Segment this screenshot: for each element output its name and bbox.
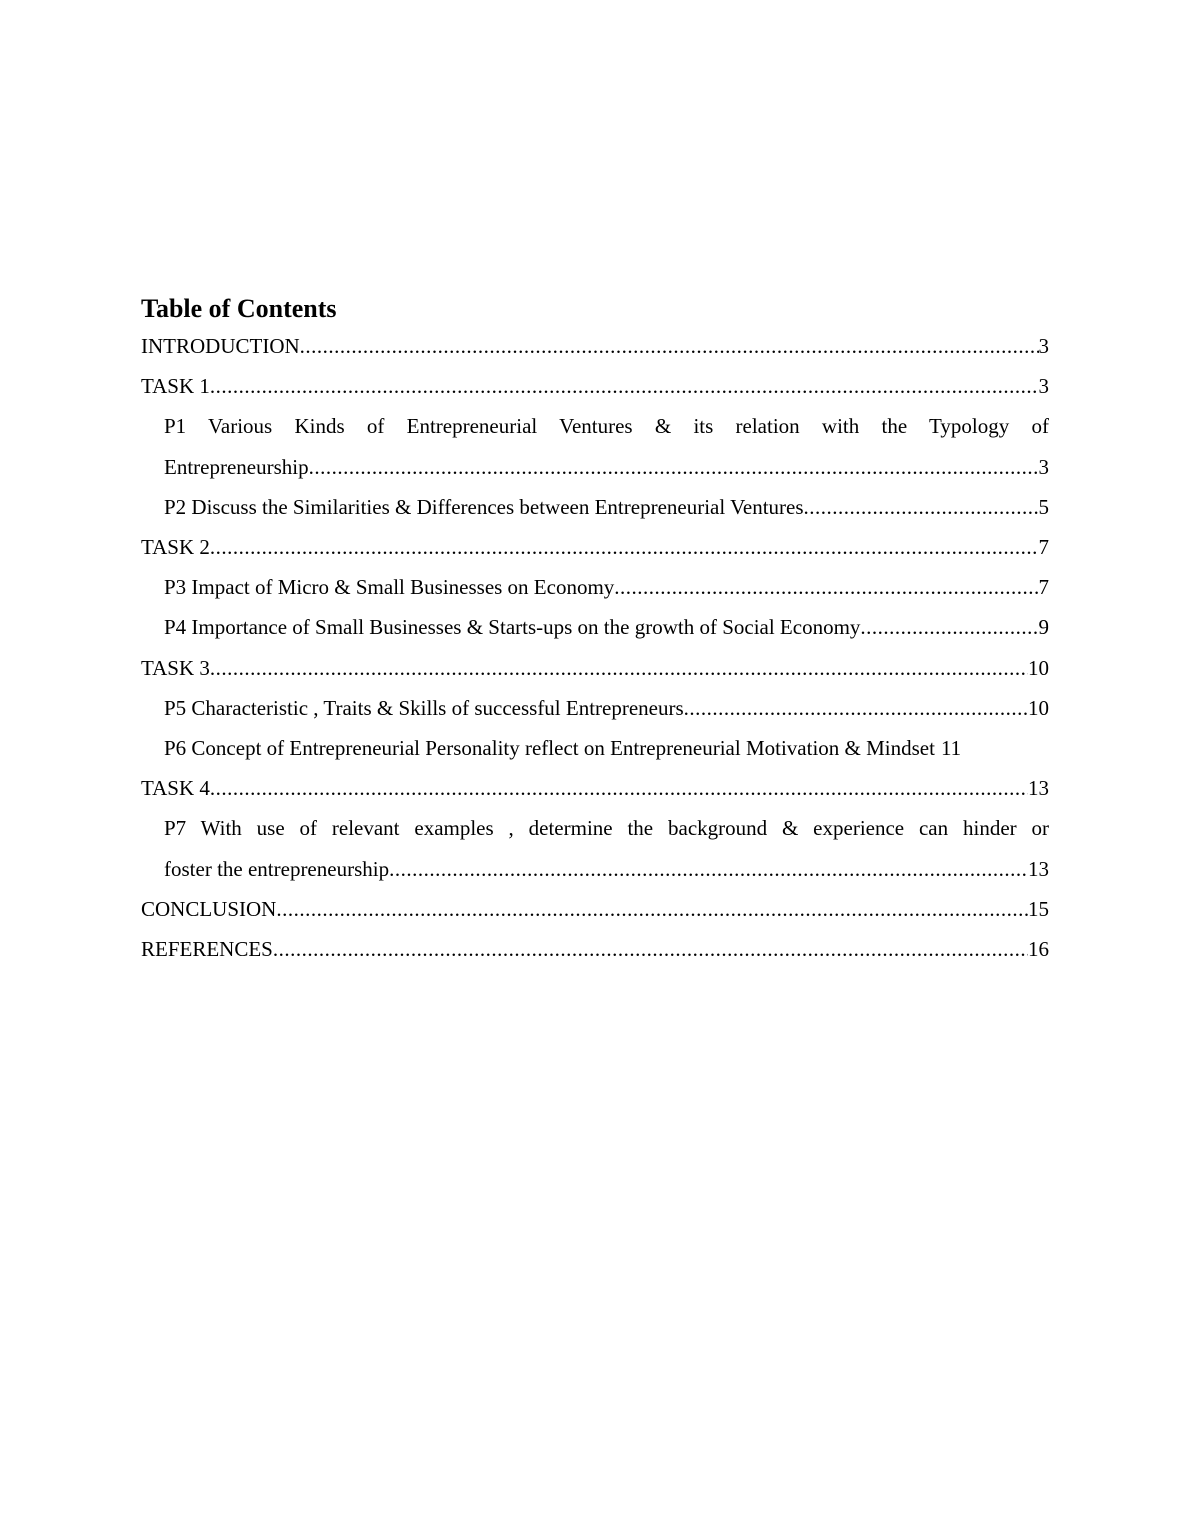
toc-entry-label: foster the entrepreneurship — [164, 856, 390, 881]
toc-entry-conclusion[interactable] — [141, 889, 1049, 929]
toc-entry-label: TASK 4 — [141, 776, 210, 801]
dot-leader — [210, 366, 1039, 406]
toc-entry-p3[interactable] — [141, 567, 1049, 607]
toc-page-number: 3 — [1038, 374, 1049, 399]
toc-entry-label: P4 Importance of Small Businesses & Starts-ups on the growth of Social Economy — [164, 615, 861, 640]
toc-entry-p7[interactable] — [141, 808, 1049, 888]
dot-leader — [276, 889, 1028, 929]
toc-entry-introduction[interactable] — [141, 326, 1049, 366]
toc-entry-label: P6 Concept of Entrepreneurial Personality reflect on Entrepreneurial Motivation & Mindset — [164, 736, 935, 761]
dot-leader — [273, 929, 1028, 969]
toc-page-number: 15 — [1028, 896, 1049, 921]
toc-entry-p2[interactable] — [141, 487, 1049, 527]
toc-entry-p4[interactable] — [141, 607, 1049, 647]
dot-leader — [684, 688, 1028, 728]
toc-page-number: 3 — [1038, 334, 1049, 358]
toc-title: Table of Contents — [141, 294, 337, 323]
dot-leader — [614, 567, 1038, 607]
dot-leader — [389, 849, 1028, 889]
toc-page-number: 11 — [940, 736, 962, 761]
toc-entry-task-2[interactable] — [141, 527, 1049, 567]
toc-entry-label: TASK 3 — [141, 655, 210, 680]
dot-leader — [860, 607, 1038, 647]
toc-entry-label: P2 Discuss the Similarities & Differences between Entrepreneurial Ventures — [164, 494, 804, 519]
toc-entry-label: REFERENCES — [141, 937, 273, 962]
toc-entry-label: TASK 1 — [141, 374, 210, 399]
dot-leader — [804, 487, 1039, 527]
toc-entry-label-line-1: P7 With use of relevant examples , determine the background & experience can hinder or — [164, 816, 1049, 841]
dot-leader — [210, 527, 1039, 567]
toc-entry-p1[interactable] — [141, 406, 1049, 486]
toc-entry-label: Entrepreneurship — [164, 454, 309, 479]
toc-page-number: 16 — [1028, 937, 1049, 962]
toc-page-number: 5 — [1038, 494, 1049, 519]
toc-page-number: 3 — [1038, 454, 1049, 479]
toc-entry-task-3[interactable] — [141, 648, 1049, 688]
toc-entry-p5[interactable] — [141, 688, 1049, 728]
toc-entry-task-1[interactable] — [141, 366, 1049, 406]
dot-leader — [300, 326, 1039, 366]
toc-entry-label: P5 Characteristic , Traits & Skills of successful Entrepreneurs — [164, 695, 684, 720]
toc-entry-references[interactable] — [141, 929, 1049, 969]
toc-entry-label: CONCLUSION — [141, 896, 277, 921]
toc-page-number: 10 — [1028, 655, 1049, 680]
toc-page-number: 7 — [1038, 535, 1049, 560]
toc-list — [141, 326, 1049, 969]
toc-entry-label: INTRODUCTION — [141, 334, 300, 358]
toc-entry-task-4[interactable] — [141, 768, 1049, 808]
dot-leader — [309, 447, 1039, 487]
dot-leader — [210, 768, 1028, 808]
toc-page-number: 13 — [1028, 856, 1049, 881]
toc-entry-p6[interactable] — [141, 728, 1049, 768]
toc-page-number: 7 — [1038, 575, 1049, 600]
document-page — [141, 290, 1049, 969]
toc-page-number: 9 — [1038, 615, 1049, 640]
toc-entry-label: P3 Impact of Micro & Small Businesses on Economy — [164, 575, 615, 600]
toc-page-number: 13 — [1028, 776, 1049, 801]
toc-entry-label-line-1: P1 Various Kinds of Entrepreneurial Ventures & its relation with the Typology of — [164, 414, 1049, 439]
dot-leader — [210, 648, 1028, 688]
toc-page-number: 10 — [1028, 695, 1049, 720]
toc-entry-label: TASK 2 — [141, 535, 210, 560]
